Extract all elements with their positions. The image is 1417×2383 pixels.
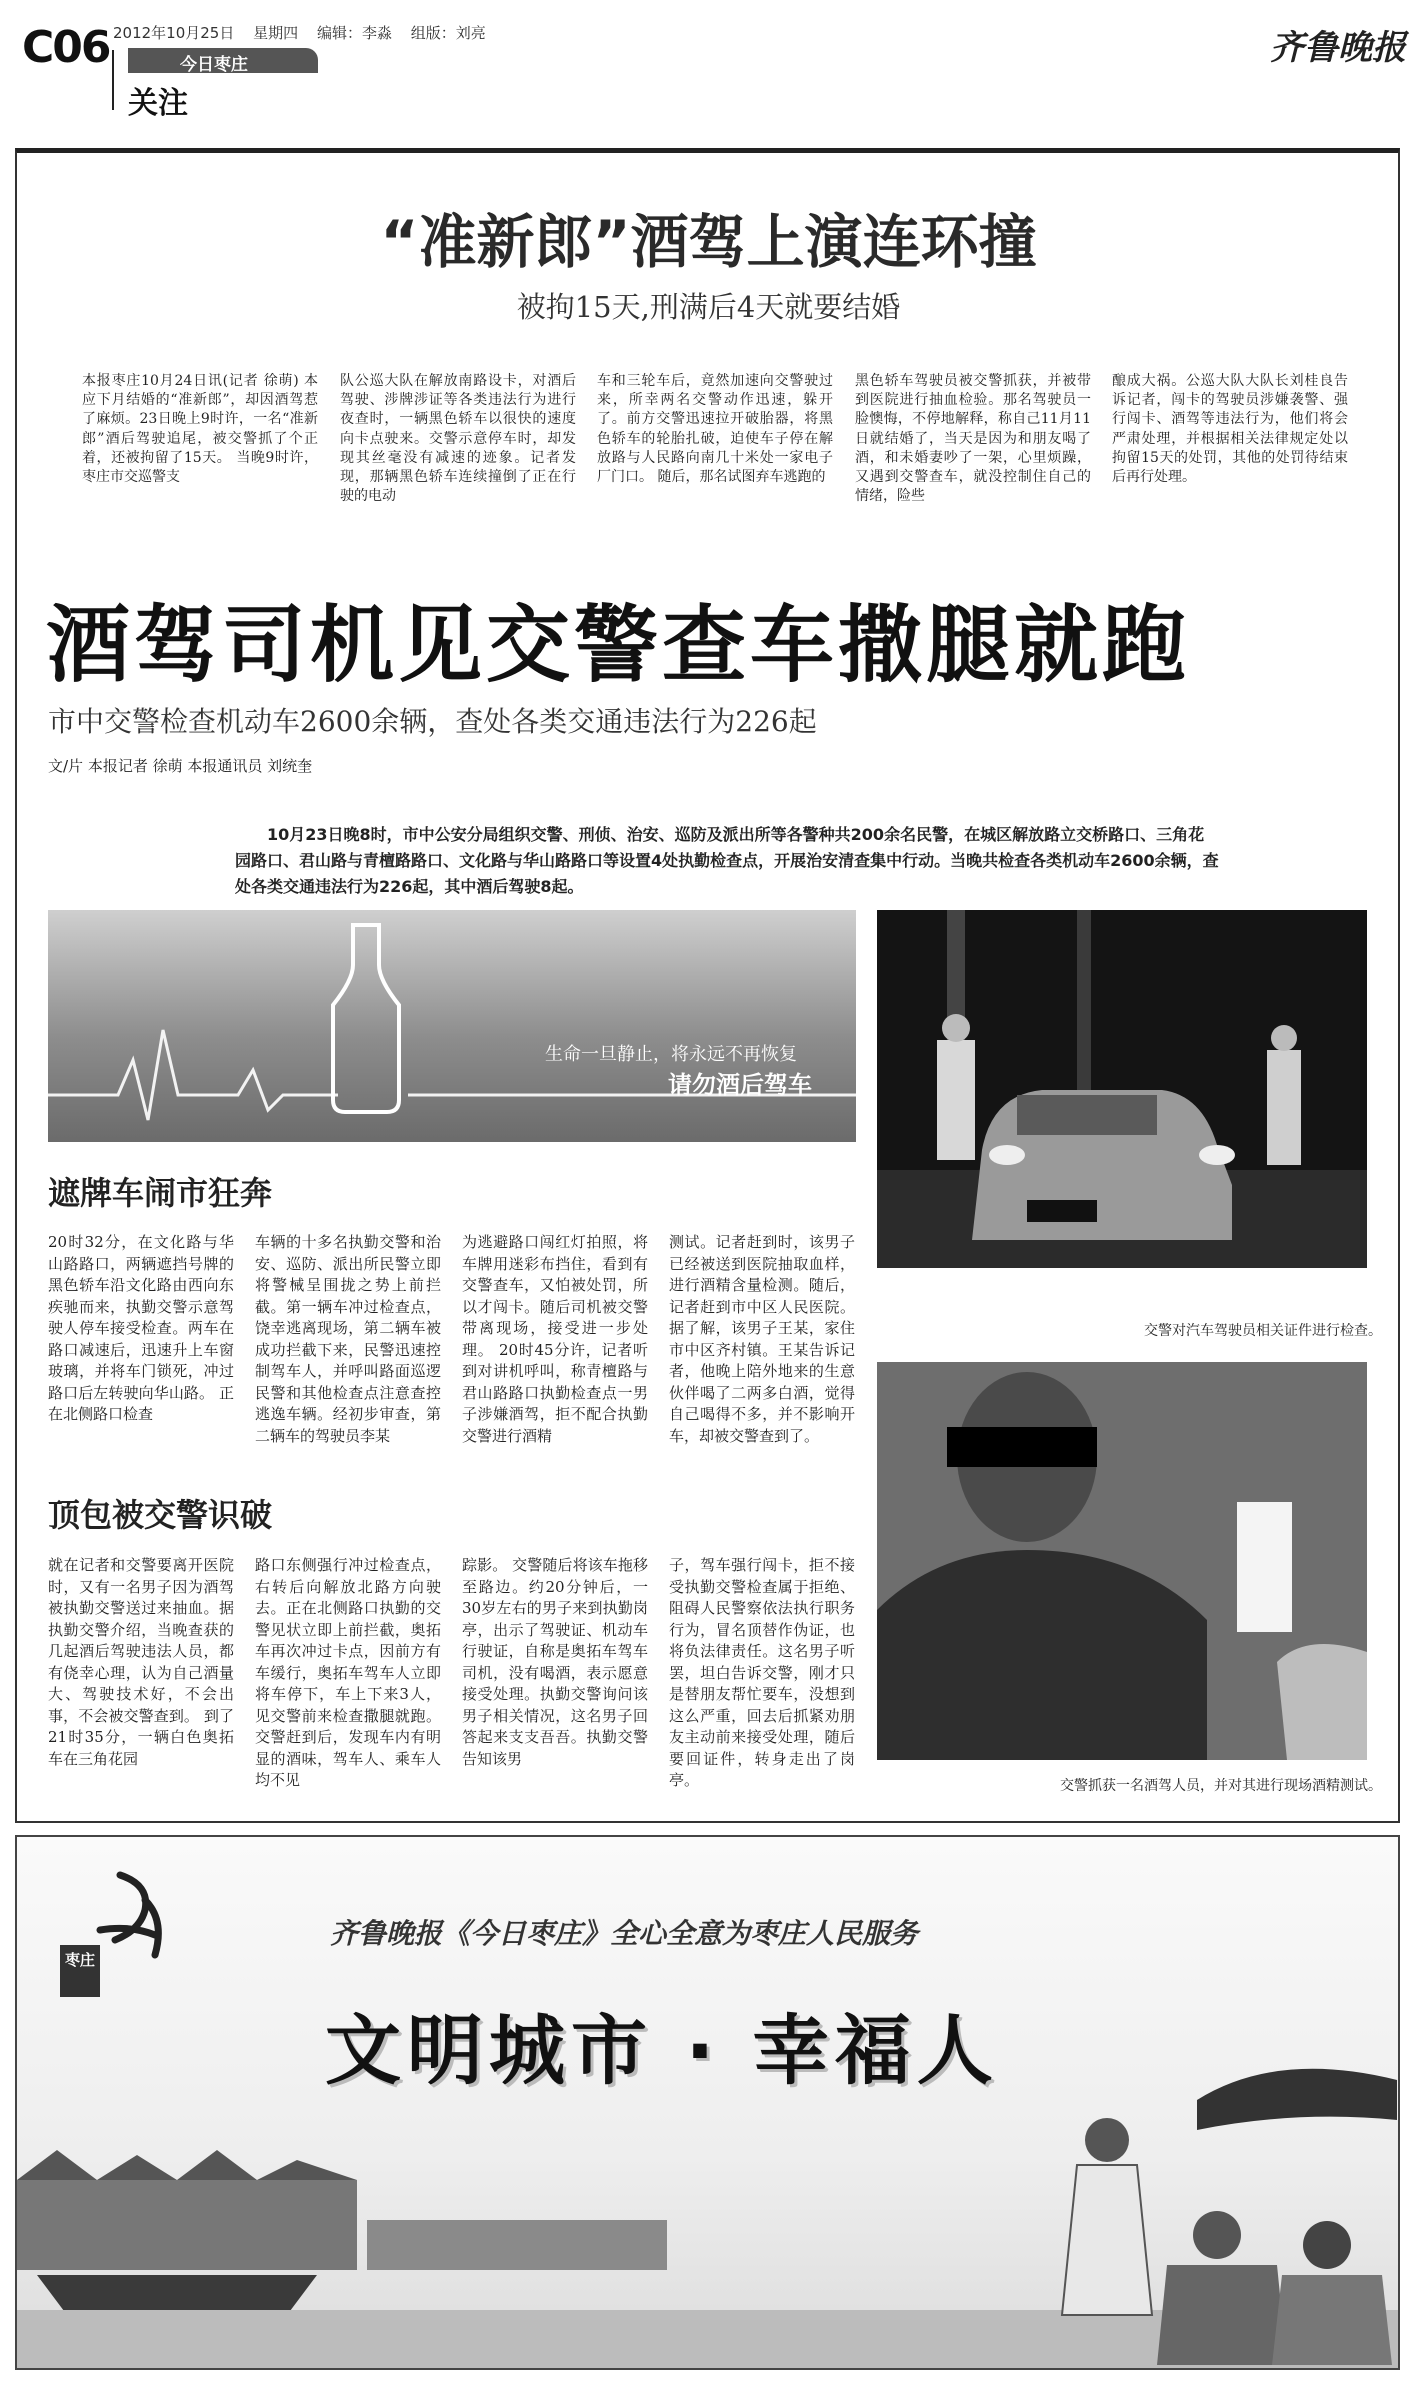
header-divider	[112, 50, 114, 110]
photo2-caption: 交警抓获一名酒驾人员，并对其进行现场酒精测试。	[1060, 1778, 1382, 1794]
red-seal-stamp: 枣庄	[60, 1945, 100, 1997]
story2-subheadline: 市中交警检查机动车2600余辆，查处各类交通违法行为226起	[48, 705, 817, 738]
masthead-logo: 齐鲁晚报	[1270, 28, 1406, 68]
section-a-column: 20时32分，在文化路与华山路路口，两辆遮挡号牌的黑色轿车沿文化路由西向东疾驰而来，执勤交警示意驾驶人停车接受检查。两车在路口减速后，迅速升上车窗玻璃，并将车门锁死，冲过路口后左转驶向华山路。 正在北侧路口检查	[48, 1233, 234, 1423]
header-info	[113, 22, 500, 43]
story2-byline: 文/片 本报记者 徐萌 本报通讯员 刘统奎	[48, 757, 313, 775]
section-a-heading: 遮牌车闹市狂奔	[48, 1174, 273, 1212]
drunk-driving-warning-banner	[48, 910, 856, 1142]
story1-column: 车和三轮车后，竟然加速向交警驶过来，所幸两名交警动作迅速，躲开了。前方交警迅速拉开破胎器，将黑色轿车的轮胎扎破，迫使车子停在解放路与人民路向南几十米处一家电子厂门口。 随后，那名试图弃车逃跑的	[597, 373, 833, 486]
story2-lead-paragraph: 10月23日晚8时，市中公安分局组织交警、刑侦、治安、巡防及派出所等各警种共200余名民警，在城区解放路立交桥路口、三角花园路口、君山路与青檀路路口、文化路与华山路路口等设置4处执勤检查点，开展治安清查集中行动。当晚共检查各类机动车2600余辆，查处各类交通违法行为226起，其中酒后驾驶8起。	[235, 825, 1219, 896]
section-a-column: 车辆的十多名执勤交警和治安、巡防、派出所民警立即将警械呈围拢之势上前拦截。第一辆车冲过检查点，饶幸逃离现场，第二辆车被成功拦截下来，民警迅速控制驾车人，并呼叫路面巡逻民警和其他检查点注意查控逃逸车辆。经初步审查，第二辆车的驾驶员李某	[255, 1233, 441, 1445]
story2-headline: 酒驾司机见交警查车撒腿就跑	[46, 596, 1191, 694]
photo1-caption: 交警对汽车驾驶员相关证件进行检查。	[1144, 1323, 1382, 1339]
section-name: 关注	[128, 86, 188, 121]
editor-credit: 编辑：李淼	[316, 24, 392, 42]
section-tab: 今日枣庄	[128, 48, 318, 73]
section-b-column: 子，驾车强行闯卡，拒不接受执勤交警检查属于拒绝、阻碍人民警察依法执行职务行为，冒名顶替作伪证，也将负法律责任。这名男子听罢，坦白告诉交警，刚才只是替朋友帮忙要车，没想到这么严重，回去后抓紧劝朋友主动前来接受处理，随后要回证件，转身走出了岗亭。	[669, 1556, 855, 1789]
story1-subheadline: 被拘15天,刑满后4天就要结婚	[516, 290, 901, 324]
ancient-town-scene-illustration	[17, 2060, 1398, 2368]
issue-weekday: 星期四	[253, 24, 299, 42]
story1-column: 黑色轿车驾驶员被交警抓获，并被带到医院进行抽血检验。那名驾驶员一脸懊悔，不停地解释，称自己11月11日就结婚了，当天是因为和朋友喝了酒，和未婚妻吵了一架，心里烦躁，又遇到交警查车，就没控制住自己的情绪，险些	[855, 373, 1091, 505]
traffic-police-checkpoint-photo	[877, 910, 1367, 1268]
layout-credit: 组版：刘亮	[410, 24, 486, 42]
section-a-column: 测试。记者赶到时，该男子已经被送到医院抽取血样，进行酒精含量检测。随后，记者赶到市中区人民医院。据了解，该男子王某，家住市中区齐村镇。王某告诉记者，他晚上陪外地来的生意伙伴喝了二两多白酒，觉得自己喝得不多，并不影响开车，却被交警查到了。	[669, 1233, 855, 1445]
photo-checkpoint-illustration	[877, 910, 1367, 1268]
story1-column: 酿成大祸。公巡大队大队长刘桂良告诉记者，闯卡的驾驶员涉嫌袭警、强行闯卡、酒驾等违法行为，他们将会严肃处理，并根据相关法律规定处以拘留15天的处罚，其他的处罚待结束后再行处理。	[1112, 373, 1348, 486]
ad-title: 文明城市 · 幸福人	[325, 2006, 999, 2095]
page-number: C06	[22, 22, 110, 73]
photo-suspect-illustration	[877, 1362, 1367, 1760]
section-a-column: 为逃避路口闯红灯拍照，将车牌用迷彩布挡住，看到有交警查车，又怕被处罚，所以才闯卡。随后司机被交警带离现场，接受进一步处理。 20时45分许，记者听到对讲机呼叫，称青檀路与君山路路口执勤检查点一男子涉嫌酒驾，拒不配合执勤交警进行酒精	[462, 1233, 648, 1445]
section-b-column: 路口东侧强行冲过检查点，右转后向解放北路方向驶去。正在北侧路口执勤的交警见状立即上前拦截，奥拓车再次冲过卡点，因前方有车缓行，奥拓车驾车人立即将车停下，车上下来3人，见交警前来检查撒腿就跑。交警赶到后，发现车内有明显的酒味，驾车人、乘车人均不见	[255, 1556, 441, 1789]
banner-slogan: 生命一旦静止，将永远不再恢复	[545, 1044, 797, 1065]
section-b-heading: 顶包被交警识破	[48, 1496, 273, 1534]
story1-column: 本报枣庄10月24日讯(记者 徐萌) 本应下月结婚的“准新郎”，却因酒驾惹了麻烦。23日晚上9时许，一名“准新郎”酒后驾驶追尾，被交警抓了个正着，还被拘留了15天。 当晚9时许，枣庄市交巡警支	[82, 373, 318, 486]
section-b-column: 就在记者和交警要离开医院时，又有一名男子因为酒驾被执勤交警送过来抽血。据执勤交警介绍，当晚查获的几起酒后驾驶违法人员，都有侥幸心理，认为自己酒量大、驾驶技术好，不会出事，不会被交警查到。 到了21时35分，一辆白色奥拓车在三角花园	[48, 1556, 234, 1768]
story1-column: 队公巡大队在解放南路设卡，对酒后驾驶、涉牌涉证等各类违法行为进行夜查时，一辆黑色轿车以很快的速度向卡点驶来。交警示意停车时，却发现其丝毫没有减速的迹象。记者发现，那辆黑色轿车连续撞倒了正在行驶的电动	[340, 373, 576, 505]
section-b-column: 踪影。 交警随后将该车拖移至路边。约20分钟后，一30岁左右的男子来到执勤岗亭，出示了驾驶证、机动车行驶证，自称是奥拓车驾车司机，没有喝酒，表示愿意接受处理。执勤交警询问该男子相关情况，这名男子回答起来支支吾吾。执勤交警告知该男	[462, 1556, 648, 1768]
heartbeat-bottle-graphic	[48, 910, 856, 1142]
banner-warning: 请勿酒后驾车	[668, 1071, 812, 1099]
drunk-driver-breathalyzer-photo	[877, 1362, 1367, 1760]
ad-slogan: 齐鲁晚报《今日枣庄》全心全意为枣庄人民服务	[330, 1917, 919, 1950]
issue-date: 2012年10月25日	[113, 24, 235, 42]
story1-headline: “准新郎”酒驾上演连环撞	[380, 208, 1037, 276]
